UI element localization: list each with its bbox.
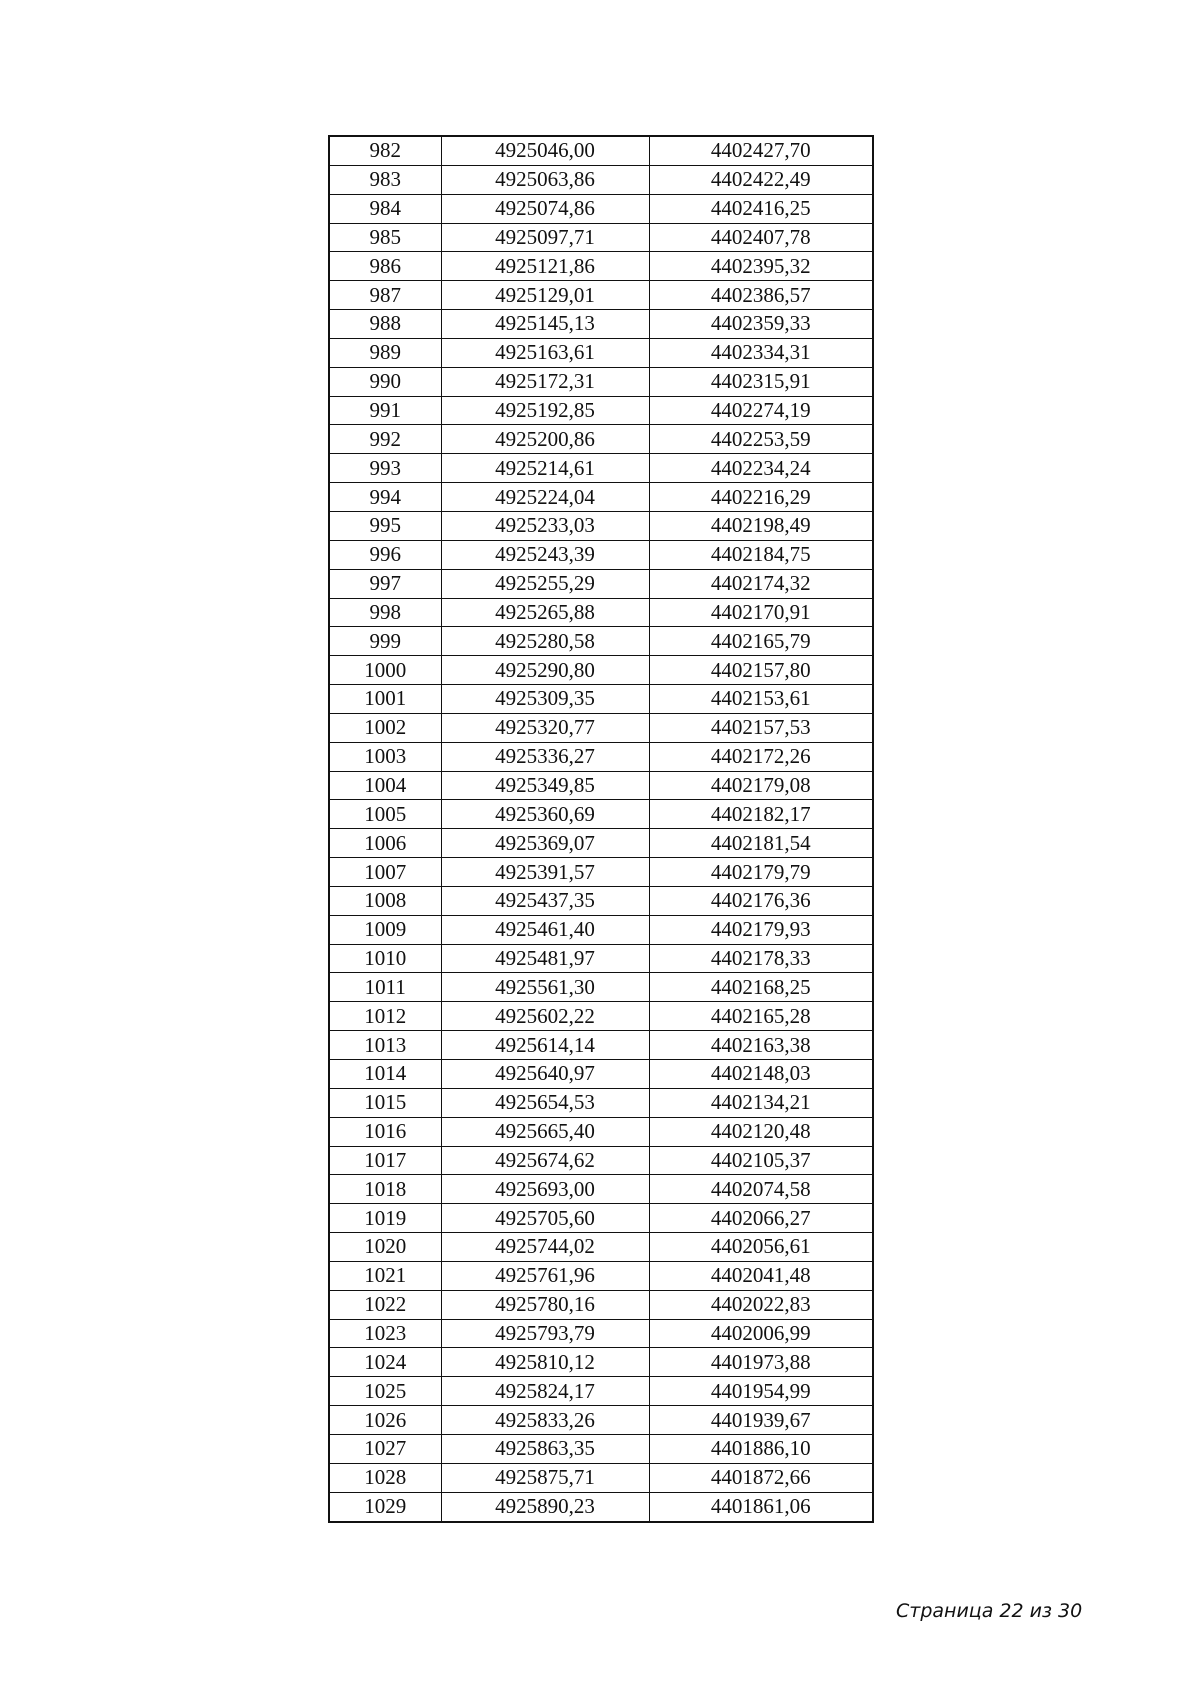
- table-row: [329, 1377, 873, 1406]
- y-coordinate-cell: 4402386,57: [649, 281, 873, 310]
- y-coordinate-cell: 4402134,21: [649, 1088, 873, 1117]
- y-coordinate-cell: 4402120,48: [649, 1117, 873, 1146]
- table-row: [329, 1002, 873, 1031]
- table-row: [329, 1463, 873, 1492]
- y-coordinate-cell: 4402168,25: [649, 973, 873, 1002]
- table-row: [329, 1117, 873, 1146]
- table-row: [329, 1406, 873, 1435]
- point-number-cell: 998: [329, 598, 441, 627]
- point-number-cell: 996: [329, 540, 441, 569]
- page-label: Страница: [896, 1600, 994, 1622]
- point-number-cell: 1022: [329, 1290, 441, 1319]
- y-coordinate-cell: 4402006,99: [649, 1319, 873, 1348]
- table-row: [329, 310, 873, 339]
- table-row: [329, 915, 873, 944]
- y-coordinate-cell: 4402163,38: [649, 1031, 873, 1060]
- point-number-cell: 991: [329, 396, 441, 425]
- y-coordinate-cell: 4402359,33: [649, 310, 873, 339]
- point-number-cell: 999: [329, 627, 441, 656]
- table-row: [329, 223, 873, 252]
- x-coordinate-cell: 4925824,17: [441, 1377, 649, 1406]
- x-coordinate-cell: 4925129,01: [441, 281, 649, 310]
- table-row: [329, 742, 873, 771]
- point-number-cell: 1028: [329, 1463, 441, 1492]
- table-row: [329, 569, 873, 598]
- x-coordinate-cell: 4925863,35: [441, 1434, 649, 1463]
- point-number-cell: 1011: [329, 973, 441, 1002]
- point-number-cell: 993: [329, 454, 441, 483]
- x-coordinate-cell: 4925780,16: [441, 1290, 649, 1319]
- x-coordinate-cell: 4925309,35: [441, 685, 649, 714]
- x-coordinate-cell: 4925890,23: [441, 1492, 649, 1521]
- table-row: [329, 713, 873, 742]
- point-number-cell: 1000: [329, 656, 441, 685]
- x-coordinate-cell: 4925654,53: [441, 1088, 649, 1117]
- y-coordinate-cell: 4402198,49: [649, 511, 873, 540]
- y-coordinate-cell: 4402234,24: [649, 454, 873, 483]
- y-coordinate-cell: 4402181,54: [649, 829, 873, 858]
- x-coordinate-cell: 4925744,02: [441, 1233, 649, 1262]
- x-coordinate-cell: 4925121,86: [441, 252, 649, 281]
- point-number-cell: 984: [329, 194, 441, 223]
- point-number-cell: 1019: [329, 1204, 441, 1233]
- point-number-cell: 1005: [329, 800, 441, 829]
- table-row: [329, 1060, 873, 1089]
- x-coordinate-cell: 4925369,07: [441, 829, 649, 858]
- point-number-cell: 992: [329, 425, 441, 454]
- point-number-cell: 1018: [329, 1175, 441, 1204]
- point-number-cell: 1001: [329, 685, 441, 714]
- table-row: [329, 627, 873, 656]
- table-row: [329, 281, 873, 310]
- x-coordinate-cell: 4925214,61: [441, 454, 649, 483]
- y-coordinate-cell: 4402157,80: [649, 656, 873, 685]
- x-coordinate-cell: 4925640,97: [441, 1060, 649, 1089]
- table-row: [329, 685, 873, 714]
- point-number-cell: 982: [329, 136, 441, 165]
- y-coordinate-cell: 4401939,67: [649, 1406, 873, 1435]
- y-coordinate-cell: 4401973,88: [649, 1348, 873, 1377]
- point-number-cell: 985: [329, 223, 441, 252]
- point-number-cell: 1026: [329, 1406, 441, 1435]
- y-coordinate-cell: 4402179,79: [649, 858, 873, 887]
- x-coordinate-cell: 4925172,31: [441, 367, 649, 396]
- y-coordinate-cell: 4402157,53: [649, 713, 873, 742]
- x-coordinate-cell: 4925320,77: [441, 713, 649, 742]
- y-coordinate-cell: 4402105,37: [649, 1146, 873, 1175]
- point-number-cell: 1009: [329, 915, 441, 944]
- table-row: [329, 454, 873, 483]
- y-coordinate-cell: 4401954,99: [649, 1377, 873, 1406]
- y-coordinate-cell: 4402066,27: [649, 1204, 873, 1233]
- y-coordinate-cell: 4402427,70: [649, 136, 873, 165]
- table-row: [329, 136, 873, 165]
- table-row: [329, 511, 873, 540]
- table-row: [329, 194, 873, 223]
- table-row: [329, 425, 873, 454]
- y-coordinate-cell: 4402334,31: [649, 338, 873, 367]
- table-row: [329, 771, 873, 800]
- table-row: [329, 973, 873, 1002]
- point-number-cell: 1024: [329, 1348, 441, 1377]
- y-coordinate-cell: 4402253,59: [649, 425, 873, 454]
- point-number-cell: 1006: [329, 829, 441, 858]
- table-row: [329, 367, 873, 396]
- table-row: [329, 800, 873, 829]
- table-row: [329, 396, 873, 425]
- table-row: [329, 338, 873, 367]
- x-coordinate-cell: 4925360,69: [441, 800, 649, 829]
- y-coordinate-cell: 4402074,58: [649, 1175, 873, 1204]
- point-number-cell: 1029: [329, 1492, 441, 1521]
- x-coordinate-cell: 4925665,40: [441, 1117, 649, 1146]
- point-number-cell: 1027: [329, 1434, 441, 1463]
- y-coordinate-cell: 4402153,61: [649, 685, 873, 714]
- table-row: [329, 1146, 873, 1175]
- x-coordinate-cell: 4925833,26: [441, 1406, 649, 1435]
- point-number-cell: 1013: [329, 1031, 441, 1060]
- table-row: [329, 1290, 873, 1319]
- x-coordinate-cell: 4925163,61: [441, 338, 649, 367]
- y-coordinate-cell: 4402179,08: [649, 771, 873, 800]
- table-row: [329, 886, 873, 915]
- table-row: [329, 483, 873, 512]
- x-coordinate-cell: 4925349,85: [441, 771, 649, 800]
- x-coordinate-cell: 4925192,85: [441, 396, 649, 425]
- x-coordinate-cell: 4925481,97: [441, 944, 649, 973]
- y-coordinate-cell: 4402176,36: [649, 886, 873, 915]
- x-coordinate-cell: 4925810,12: [441, 1348, 649, 1377]
- y-coordinate-cell: 4402416,25: [649, 194, 873, 223]
- point-number-cell: 1008: [329, 886, 441, 915]
- y-coordinate-cell: 4402395,32: [649, 252, 873, 281]
- y-coordinate-cell: 4401886,10: [649, 1434, 873, 1463]
- point-number-cell: 986: [329, 252, 441, 281]
- y-coordinate-cell: 4402184,75: [649, 540, 873, 569]
- x-coordinate-cell: 4925561,30: [441, 973, 649, 1002]
- point-number-cell: 1004: [329, 771, 441, 800]
- x-coordinate-cell: 4925243,39: [441, 540, 649, 569]
- y-coordinate-cell: 4402056,61: [649, 1233, 873, 1262]
- point-number-cell: 995: [329, 511, 441, 540]
- table-row: [329, 1175, 873, 1204]
- table-row: [329, 165, 873, 194]
- x-coordinate-cell: 4925074,86: [441, 194, 649, 223]
- x-coordinate-cell: 4925097,71: [441, 223, 649, 252]
- x-coordinate-cell: 4925705,60: [441, 1204, 649, 1233]
- y-coordinate-cell: 4402407,78: [649, 223, 873, 252]
- y-coordinate-cell: 4402315,91: [649, 367, 873, 396]
- y-coordinate-cell: 4402178,33: [649, 944, 873, 973]
- x-coordinate-cell: 4925391,57: [441, 858, 649, 887]
- point-number-cell: 1023: [329, 1319, 441, 1348]
- table-row: [329, 1348, 873, 1377]
- table-row: [329, 1233, 873, 1262]
- table-row: [329, 858, 873, 887]
- y-coordinate-cell: 4402041,48: [649, 1261, 873, 1290]
- point-number-cell: 1017: [329, 1146, 441, 1175]
- x-coordinate-cell: 4925224,04: [441, 483, 649, 512]
- point-number-cell: 1012: [329, 1002, 441, 1031]
- point-number-cell: 1010: [329, 944, 441, 973]
- table-row: [329, 1492, 873, 1521]
- coordinates-table: [328, 135, 874, 1523]
- x-coordinate-cell: 4925461,40: [441, 915, 649, 944]
- x-coordinate-cell: 4925875,71: [441, 1463, 649, 1492]
- x-coordinate-cell: 4925046,00: [441, 136, 649, 165]
- x-coordinate-cell: 4925437,35: [441, 886, 649, 915]
- x-coordinate-cell: 4925674,62: [441, 1146, 649, 1175]
- table-row: [329, 1031, 873, 1060]
- point-number-cell: 1025: [329, 1377, 441, 1406]
- table-row: [329, 1204, 873, 1233]
- x-coordinate-cell: 4925255,29: [441, 569, 649, 598]
- y-coordinate-cell: 4402165,79: [649, 627, 873, 656]
- y-coordinate-cell: 4402022,83: [649, 1290, 873, 1319]
- x-coordinate-cell: 4925233,03: [441, 511, 649, 540]
- page-footer: [896, 1600, 1088, 1622]
- y-coordinate-cell: 4401861,06: [649, 1492, 873, 1521]
- x-coordinate-cell: 4925290,80: [441, 656, 649, 685]
- table-row: [329, 1319, 873, 1348]
- x-coordinate-cell: 4925693,00: [441, 1175, 649, 1204]
- point-number-cell: 994: [329, 483, 441, 512]
- table-row: [329, 252, 873, 281]
- table-row: [329, 944, 873, 973]
- x-coordinate-cell: 4925265,88: [441, 598, 649, 627]
- x-coordinate-cell: 4925200,86: [441, 425, 649, 454]
- page-number: 22: [999, 1600, 1024, 1622]
- point-number-cell: 1002: [329, 713, 441, 742]
- point-number-cell: 1015: [329, 1088, 441, 1117]
- point-number-cell: 989: [329, 338, 441, 367]
- table-row: [329, 1088, 873, 1117]
- x-coordinate-cell: 4925336,27: [441, 742, 649, 771]
- y-coordinate-cell: 4402216,29: [649, 483, 873, 512]
- x-coordinate-cell: 4925793,79: [441, 1319, 649, 1348]
- coordinates-table-body: [329, 136, 873, 1522]
- page-of-label: из: [1029, 1600, 1053, 1622]
- y-coordinate-cell: 4402422,49: [649, 165, 873, 194]
- point-number-cell: 987: [329, 281, 441, 310]
- point-number-cell: 990: [329, 367, 441, 396]
- page-total: 30: [1058, 1600, 1083, 1622]
- y-coordinate-cell: 4402182,17: [649, 800, 873, 829]
- point-number-cell: 997: [329, 569, 441, 598]
- x-coordinate-cell: 4925280,58: [441, 627, 649, 656]
- x-coordinate-cell: 4925614,14: [441, 1031, 649, 1060]
- y-coordinate-cell: 4401872,66: [649, 1463, 873, 1492]
- table-row: [329, 598, 873, 627]
- point-number-cell: 1014: [329, 1060, 441, 1089]
- y-coordinate-cell: 4402274,19: [649, 396, 873, 425]
- y-coordinate-cell: 4402179,93: [649, 915, 873, 944]
- point-number-cell: 1007: [329, 858, 441, 887]
- table-row: [329, 1261, 873, 1290]
- table-row: [329, 1434, 873, 1463]
- y-coordinate-cell: 4402170,91: [649, 598, 873, 627]
- point-number-cell: 1020: [329, 1233, 441, 1262]
- point-number-cell: 988: [329, 310, 441, 339]
- point-number-cell: 1016: [329, 1117, 441, 1146]
- y-coordinate-cell: 4402172,26: [649, 742, 873, 771]
- x-coordinate-cell: 4925145,13: [441, 310, 649, 339]
- x-coordinate-cell: 4925761,96: [441, 1261, 649, 1290]
- table-row: [329, 656, 873, 685]
- point-number-cell: 1003: [329, 742, 441, 771]
- x-coordinate-cell: 4925063,86: [441, 165, 649, 194]
- x-coordinate-cell: 4925602,22: [441, 1002, 649, 1031]
- y-coordinate-cell: 4402174,32: [649, 569, 873, 598]
- point-number-cell: 983: [329, 165, 441, 194]
- table-row: [329, 540, 873, 569]
- table-row: [329, 829, 873, 858]
- point-number-cell: 1021: [329, 1261, 441, 1290]
- y-coordinate-cell: 4402148,03: [649, 1060, 873, 1089]
- y-coordinate-cell: 4402165,28: [649, 1002, 873, 1031]
